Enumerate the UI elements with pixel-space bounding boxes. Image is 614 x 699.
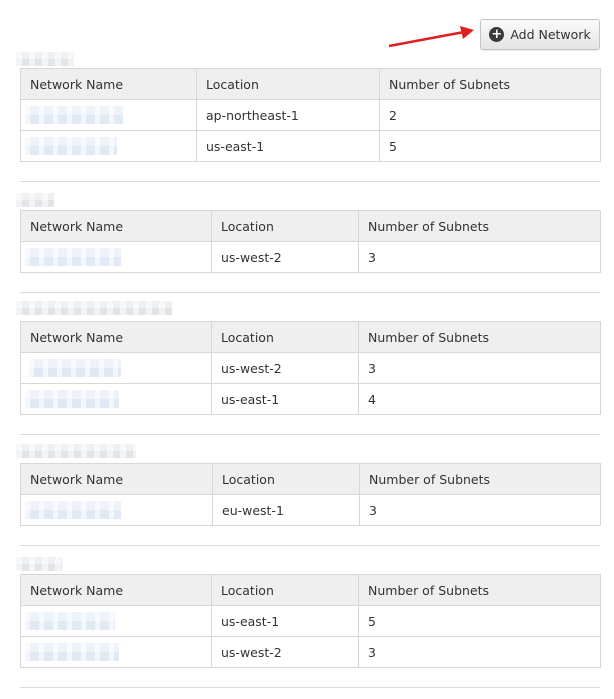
location-cell: us-east-1 (212, 606, 359, 637)
network-table (20, 68, 601, 162)
network-group-title (16, 301, 172, 315)
subnets-cell: 3 (360, 495, 601, 526)
column-header-subnets[interactable]: Number of Subnets (359, 322, 601, 353)
table-row[interactable] (21, 353, 601, 384)
column-header-location[interactable]: Location (197, 69, 380, 100)
column-header-network-name[interactable]: Network Name (21, 322, 212, 353)
table-row[interactable] (21, 100, 601, 131)
network-table (20, 210, 601, 273)
redacted-network-name (25, 390, 119, 408)
location-cell: us-west-2 (212, 242, 359, 273)
subnets-cell: 3 (359, 637, 601, 668)
group-divider (20, 545, 600, 546)
table-header-row (21, 211, 601, 242)
add-network-button[interactable] (480, 19, 600, 50)
add-network-label: Add Network (510, 27, 591, 42)
redacted-network-name (25, 501, 121, 519)
table-row[interactable] (21, 606, 601, 637)
column-header-location[interactable]: Location (212, 211, 359, 242)
subnets-cell: 4 (359, 384, 601, 415)
location-cell: us-east-1 (197, 131, 380, 162)
network-group-title (16, 557, 62, 571)
column-header-location[interactable]: Location (212, 575, 359, 606)
table-row[interactable] (21, 242, 601, 273)
redacted-network-name (25, 612, 115, 630)
annotation-arrow-icon (386, 24, 478, 52)
network-table (20, 574, 601, 668)
column-header-location[interactable]: Location (213, 464, 360, 495)
column-header-subnets[interactable]: Number of Subnets (360, 464, 601, 495)
subnets-cell: 5 (380, 131, 601, 162)
column-header-network-name[interactable]: Network Name (21, 211, 212, 242)
network-name-cell[interactable] (21, 495, 213, 526)
table-row[interactable] (21, 131, 601, 162)
network-name-cell[interactable] (21, 242, 212, 273)
column-header-network-name[interactable]: Network Name (21, 575, 212, 606)
table-row[interactable] (21, 384, 601, 415)
column-header-network-name[interactable]: Network Name (21, 69, 197, 100)
subnets-cell: 5 (359, 606, 601, 637)
subnets-cell: 3 (359, 353, 601, 384)
table-header-row (21, 69, 601, 100)
column-header-location[interactable]: Location (212, 322, 359, 353)
network-name-cell[interactable] (21, 384, 212, 415)
add-circle-icon: + (489, 27, 504, 42)
redacted-network-name (25, 106, 123, 124)
network-name-cell[interactable] (21, 100, 197, 131)
location-cell: eu-west-1 (213, 495, 360, 526)
group-divider (20, 292, 600, 293)
table-row[interactable] (21, 495, 601, 526)
network-name-cell[interactable] (21, 637, 212, 668)
table-row[interactable] (21, 637, 601, 668)
network-group-title (16, 193, 54, 207)
column-header-subnets[interactable]: Number of Subnets (359, 575, 601, 606)
table-header-row (21, 464, 601, 495)
network-table (20, 463, 601, 526)
column-header-network-name[interactable]: Network Name (21, 464, 213, 495)
group-divider (20, 181, 600, 182)
location-cell: us-west-2 (212, 353, 359, 384)
redacted-network-name (29, 359, 121, 377)
network-name-cell[interactable] (21, 606, 212, 637)
network-group-title (16, 444, 136, 458)
network-name-cell[interactable] (21, 131, 197, 162)
redacted-network-name (25, 137, 117, 155)
group-divider (20, 687, 600, 688)
group-divider (20, 434, 600, 435)
redacted-network-name (25, 643, 119, 661)
table-header-row (21, 575, 601, 606)
column-header-subnets[interactable]: Number of Subnets (359, 211, 601, 242)
redacted-network-name (25, 248, 121, 266)
network-name-cell[interactable] (21, 353, 212, 384)
subnets-cell: 3 (359, 242, 601, 273)
network-group-title (16, 52, 74, 66)
location-cell: us-west-2 (212, 637, 359, 668)
column-header-subnets[interactable]: Number of Subnets (380, 69, 601, 100)
location-cell: ap-northeast-1 (197, 100, 380, 131)
location-cell: us-east-1 (212, 384, 359, 415)
table-header-row (21, 322, 601, 353)
subnets-cell: 2 (380, 100, 601, 131)
network-table (20, 321, 601, 415)
